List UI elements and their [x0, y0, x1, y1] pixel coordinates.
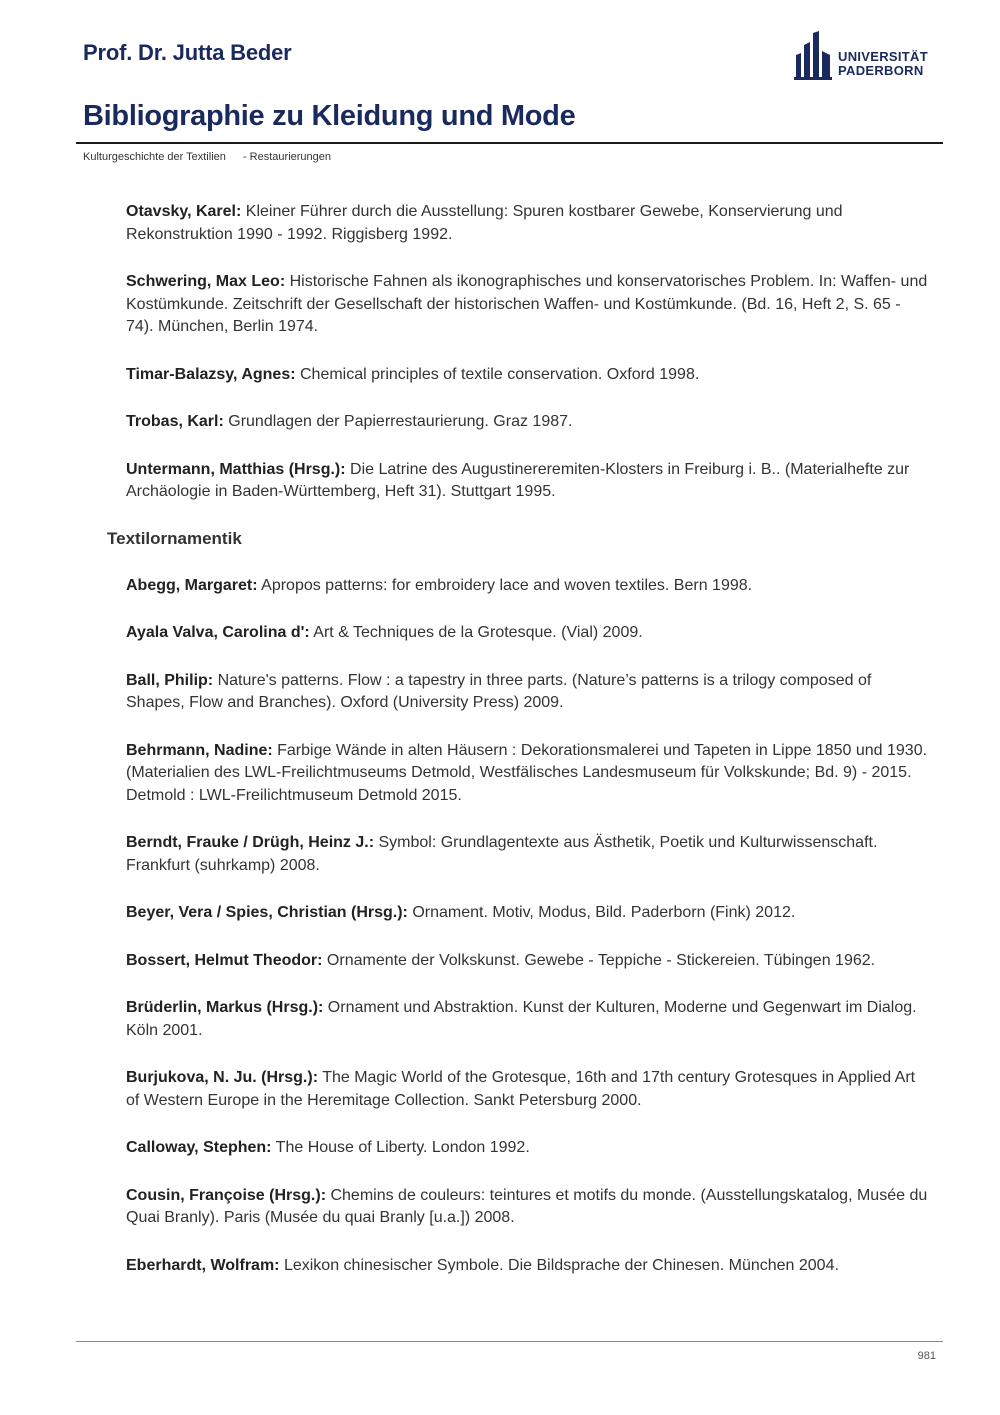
university-logo-icon — [794, 31, 834, 81]
bib-entry — [126, 832, 932, 877]
breadcrumb — [83, 151, 345, 163]
entry-text: Ornament. Motiv, Modus, Bild. Paderborn (Fink) 2012. — [407, 904, 796, 921]
entry-text: Chemical principles of textile conservation. Oxford 1998. — [295, 365, 700, 383]
breadcrumb-item: Kulturgeschichte der Textilien — [83, 151, 226, 163]
author-name: Prof. Dr. Jutta Beder — [83, 40, 292, 65]
university-logo — [794, 31, 934, 81]
entry-author: Eberhardt, Wolfram: — [126, 1256, 280, 1274]
entry-text: The Magic World of the Grotesque, 16th and 17th century Grotesques in Applied Art of Western Europe in the Heremitage Collection. Sankt Petersburg 2000. — [126, 1069, 916, 1109]
entry-text: Kleiner Führer durch die Ausstellung: Spuren kostbarer Gewebe, Konservierung und Rekonstruktion 1990 - 1992. Riggisberg 1992. — [126, 203, 843, 243]
entry-author: Cousin, Françoise (Hrsg.): — [126, 1186, 327, 1204]
entry-text: Die Latrine des Augustinereremiten-Klosters in Freiburg i. B.. (Materialhefte zur Archäologie in Baden-Württemberg, Heft 31). Stuttgart 1995. — [126, 460, 910, 500]
bib-entry — [126, 950, 932, 973]
bib-entry — [126, 740, 932, 808]
bib-entry — [126, 411, 932, 434]
entry-text: Ornament und Abstraktion. Kunst der Kulturen, Moderne und Gegenwart im Dialog. Köln 2001. — [126, 999, 917, 1039]
entry-author: Ball, Philip: — [126, 671, 214, 689]
footer-rule — [76, 1341, 943, 1342]
entry-text: Nature's patterns. Flow : a tapestry in three parts. (Nature’s patterns is a trilogy composed of Shapes, Flow and Branches). Oxford (University Press) 2009. — [126, 671, 872, 711]
bib-entry — [126, 575, 932, 598]
entry-author: Berndt, Frauke / Drügh, Heinz J.: — [126, 834, 375, 851]
entry-author: Untermann, Matthias (Hrsg.): — [126, 460, 346, 478]
entry-author: Behrmann, Nadine: — [126, 741, 273, 759]
entry-text: Lexikon chinesischer Symbole. Die Bildsprache der Chinesen. München 2004. — [279, 1256, 839, 1274]
bib-entry — [126, 1137, 932, 1160]
entry-author: Brüderlin, Markus (Hrsg.): — [126, 999, 324, 1016]
bib-entry — [126, 670, 932, 715]
bibliography-list — [107, 201, 932, 1302]
logo-line-1: UNIVERSITÄT — [838, 49, 928, 64]
entry-author: Bossert, Helmut Theodor: — [126, 951, 323, 969]
document-title: Bibliographie zu Kleidung und Mode — [83, 100, 576, 132]
entry-author: Otavsky, Karel: — [126, 203, 242, 220]
bib-entry — [126, 997, 932, 1042]
bib-entry — [126, 271, 932, 339]
entry-author: Calloway, Stephen: — [126, 1139, 272, 1156]
entry-author: Beyer, Vera / Spies, Christian (Hrsg.): — [126, 904, 408, 921]
entry-text: Historische Fahnen als ikonographisches und konservatorisches Problem. In: Waffen- und Kostümkunde. Zeitschrift der Gesellschaft der historischen Waffen- und Kostümkunde. (Bd. 16, Heft 2, S. 65 - 74). München, Berlin 1974. — [126, 273, 928, 335]
bib-entry — [126, 1067, 932, 1112]
bib-entry — [126, 201, 932, 246]
bib-entry — [126, 622, 932, 645]
bib-entry — [126, 459, 932, 504]
breadcrumb-item: - Restaurierungen — [242, 151, 332, 163]
logo-line-2: PADERBORN — [838, 63, 924, 78]
bib-entry — [126, 364, 932, 387]
entry-author: Abegg, Margaret: — [126, 576, 258, 594]
entry-text: Chemins de couleurs: teintures et motifs du monde. (Ausstellungskatalog, Musée du Quai Branly). Paris (Musée du quai Branly [u.a.]) 2008. — [126, 1186, 928, 1226]
entry-author: Trobas, Karl: — [126, 413, 224, 430]
bib-entry — [126, 1255, 932, 1278]
entry-text: Grundlagen der Papierrestaurierung. Graz 1987. — [223, 413, 573, 430]
entry-text: Apropos patterns: for embroidery lace and woven textiles. Bern 1998. — [257, 576, 753, 594]
entry-author: Ayala Valva, Carolina d': — [126, 624, 310, 641]
entry-text: Farbige Wände in alten Häusern : Dekorationsmalerei und Tapeten in Lippe 1850 und 1930. (Materialien des LWL-Freilichtmuseums Detmold, Westfälisches Landesmuseum für Volkskunde; Bd. 9) - 2015. Detmold : LWL-Freilichtmuseum Detmold 2015. — [126, 741, 928, 804]
section-heading: Textilornamentik — [107, 528, 242, 548]
entry-text: Art & Techniques de la Grotesque. (Vial) 2009. — [309, 624, 643, 641]
bib-entry — [126, 902, 932, 925]
entry-text: Symbol: Grundlagentexte aus Ästhetik, Poetik und Kulturwissenschaft. Frankfurt (suhrkamp) 2008. — [126, 834, 878, 874]
entry-author: Timar-Balazsy, Agnes: — [126, 365, 296, 383]
bib-entry — [126, 1185, 932, 1230]
entry-text: The House of Liberty. London 1992. — [271, 1139, 530, 1156]
page-number: 981 — [917, 1350, 936, 1362]
entry-text: Ornamente der Volkskunst. Gewebe - Teppiche - Stickereien. Tübingen 1962. — [322, 951, 876, 969]
entry-author: Schwering, Max Leo: — [126, 273, 286, 290]
entry-author: Burjukova, N. Ju. (Hrsg.): — [126, 1069, 319, 1086]
header-rule — [76, 142, 943, 144]
